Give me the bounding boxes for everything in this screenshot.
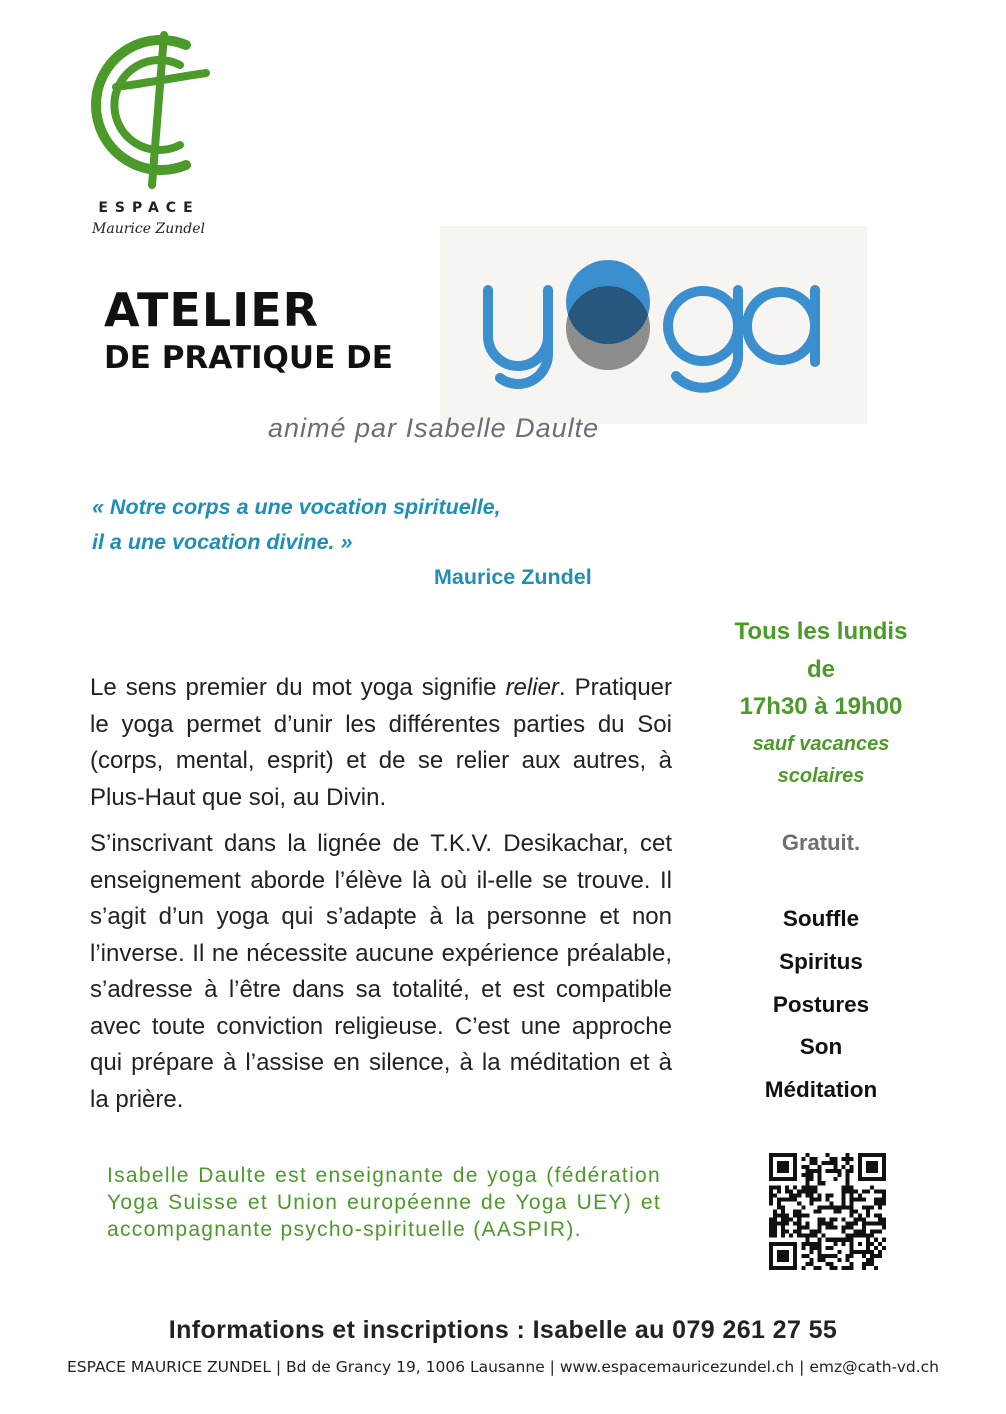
title-line-2: DE PRATIQUE DE bbox=[104, 340, 393, 376]
theme-item: Spiritus bbox=[779, 949, 863, 974]
schedule-note-1: sauf vacances bbox=[752, 733, 890, 755]
theme-item: Postures bbox=[772, 992, 870, 1017]
paragraph-2: S’inscrivant dans la lignée de T.K.V. Desikachar, cet enseignement aborde l’élève là où il-elle se trouve. Il s’agit d’un yoga qui s’adapte à la personne et non l’inverse. Il ne nécessite aucune expérience préalable, s’adresse à l’être dans sa totalité, et est compatible avec toute conviction religieuse. C’est une approche qui prépare à l’assise en silence, à la méditation et à la prière. bbox=[90, 830, 672, 1113]
subtitle: animé par Isabelle Daulte bbox=[268, 413, 600, 443]
contact-info: Informations et inscriptions : Isabelle au 079 261 27 55 bbox=[168, 1316, 838, 1344]
p1-emphasis: relier bbox=[505, 674, 559, 701]
body-text bbox=[90, 670, 672, 1128]
yoga-graphic bbox=[440, 226, 867, 424]
price-label: Gratuit. bbox=[781, 830, 861, 855]
theme-item: Méditation bbox=[764, 1077, 878, 1102]
logo-wordmark: ESPACE bbox=[98, 200, 200, 216]
schedule-de: de bbox=[806, 656, 835, 683]
quote-line-1: « Notre corps a une vocation spirituelle, bbox=[92, 495, 501, 519]
theme-item: Son bbox=[799, 1034, 843, 1059]
paragraph-1 bbox=[90, 670, 672, 816]
title-line-1: ATELIER bbox=[104, 283, 320, 337]
p1-before: Le sens premier du mot yoga signifie bbox=[90, 674, 506, 701]
qr-code-icon[interactable] bbox=[769, 1153, 886, 1270]
logo-signature: Maurice Zundel bbox=[92, 221, 205, 237]
espace-logo-icon bbox=[68, 25, 218, 210]
schedule-time: 17h30 à 19h00 bbox=[739, 693, 903, 720]
footer-address: ESPACE MAURICE ZUNDEL | Bd de Grancy 19, 1006 Lausanne | www.espacemauricezundel.ch | emz@cath-vd.ch bbox=[66, 1358, 939, 1376]
bio-text: Isabelle Daulte est enseignante de yoga (fédération Yoga Suisse et Union européenne de Yoga UEY) et accompagnante psycho-spirituelle (AASPIR). bbox=[107, 1164, 661, 1241]
schedule-note-2: scolaires bbox=[777, 765, 865, 787]
p1-after: . Pratiquer le yoga permet d’unir les différentes parties du Soi (corps, mental, esprit) et de se relier aux autres, à Plus-Haut que soi, au Divin. bbox=[90, 674, 673, 811]
quote-author: Maurice Zundel bbox=[434, 565, 592, 589]
quote-line-2: il a une vocation divine. » bbox=[92, 530, 353, 554]
yoga-wordmark-image bbox=[440, 226, 867, 424]
theme-item: Souffle bbox=[782, 906, 860, 931]
schedule-days: Tous les lundis bbox=[734, 618, 908, 645]
